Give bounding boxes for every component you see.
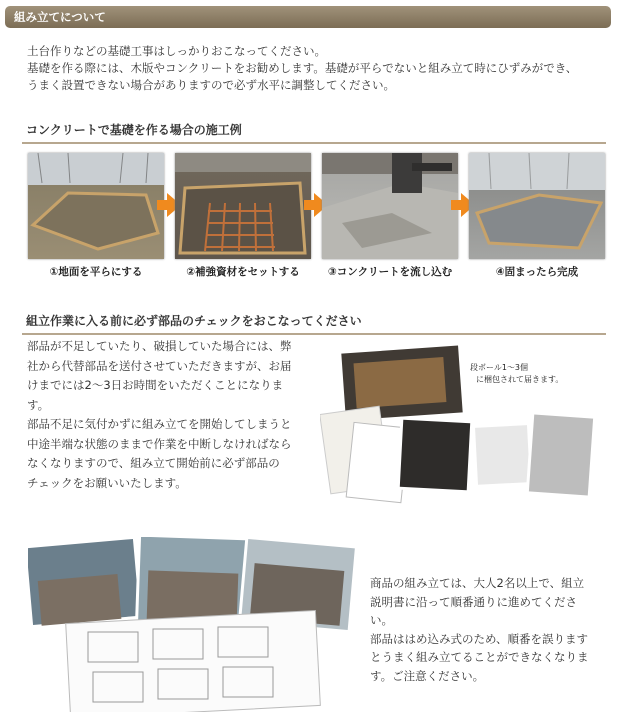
intro-line: 基礎を作る際には、木版やコンクリートをお勧めします。基礎が平らでないと組み立て時にひずみができ、 bbox=[27, 61, 578, 75]
body-line: 部品ははめ込み式のため、順番を誤ります bbox=[370, 631, 589, 646]
package-note-2: に梱包されて届きます。 bbox=[476, 375, 564, 384]
parts-check-text bbox=[27, 337, 317, 493]
body-line: 部品不足に気付かずに組み立てを開始してしまうと bbox=[27, 417, 292, 431]
step-1-photo bbox=[28, 153, 164, 259]
construction-steps bbox=[28, 153, 606, 286]
body-line: チェックをお願いいたします。 bbox=[27, 475, 187, 490]
step-3 bbox=[322, 153, 458, 279]
intro-line: うまく設置できない場合がありますので必ず水平に調整してください。 bbox=[27, 78, 395, 92]
concrete-example-heading: コンクリートで基礎を作る場合の施工例 bbox=[22, 121, 606, 144]
step-1-label: ①地面を平らにする bbox=[49, 266, 143, 278]
step-3-label: ③コンクリートを流し込む bbox=[327, 266, 453, 278]
body-line: す。ご注意ください。 bbox=[370, 668, 485, 683]
body-line: 中途半端な状態のままで作業を中断しなければなら bbox=[27, 436, 292, 451]
step-2-label: ②補強資材をセットする bbox=[186, 266, 300, 278]
assembly-text bbox=[370, 574, 610, 685]
body-line: けまでには2〜3日お時間をいただくことになりま bbox=[27, 378, 284, 392]
package-note-1: 段ボール1〜3個 bbox=[470, 363, 529, 372]
body-line: とうまく組み立てることができなくなりま bbox=[370, 650, 589, 664]
parts-check-heading: 組立作業に入る前に必ず部品のチェックをおこなってください bbox=[22, 312, 606, 335]
step-2 bbox=[175, 153, 311, 279]
parts-photo-collage bbox=[320, 340, 600, 505]
step-4 bbox=[469, 153, 605, 279]
step-4-label: ④固まったら完成 bbox=[495, 266, 579, 278]
assembly-photo-collage bbox=[28, 537, 358, 712]
body-line: い。 bbox=[370, 613, 393, 627]
intro-text bbox=[27, 43, 607, 94]
body-line: 部品が不足していたり、破損していた場合には、弊 bbox=[27, 339, 292, 353]
body-line: す。 bbox=[27, 397, 50, 412]
body-line: なくなりますので、組み立て開始前に必ず部品の bbox=[27, 456, 280, 470]
body-line: 商品の組み立ては、大人2名以上で、組立 bbox=[370, 576, 585, 590]
step-4-photo bbox=[469, 153, 605, 259]
step-1 bbox=[28, 153, 164, 279]
section-title-bar: 組み立てについて bbox=[5, 6, 611, 28]
step-2-photo bbox=[175, 153, 311, 259]
intro-line: 土台作りなどの基礎工事はしっかりおこなってください。 bbox=[27, 44, 326, 58]
body-line: 社から代替部品を送付させていただきますが、お届 bbox=[27, 358, 292, 373]
body-line: 説明書に沿って順番通りに進めてくださ bbox=[370, 594, 577, 609]
step-3-photo bbox=[322, 153, 458, 259]
